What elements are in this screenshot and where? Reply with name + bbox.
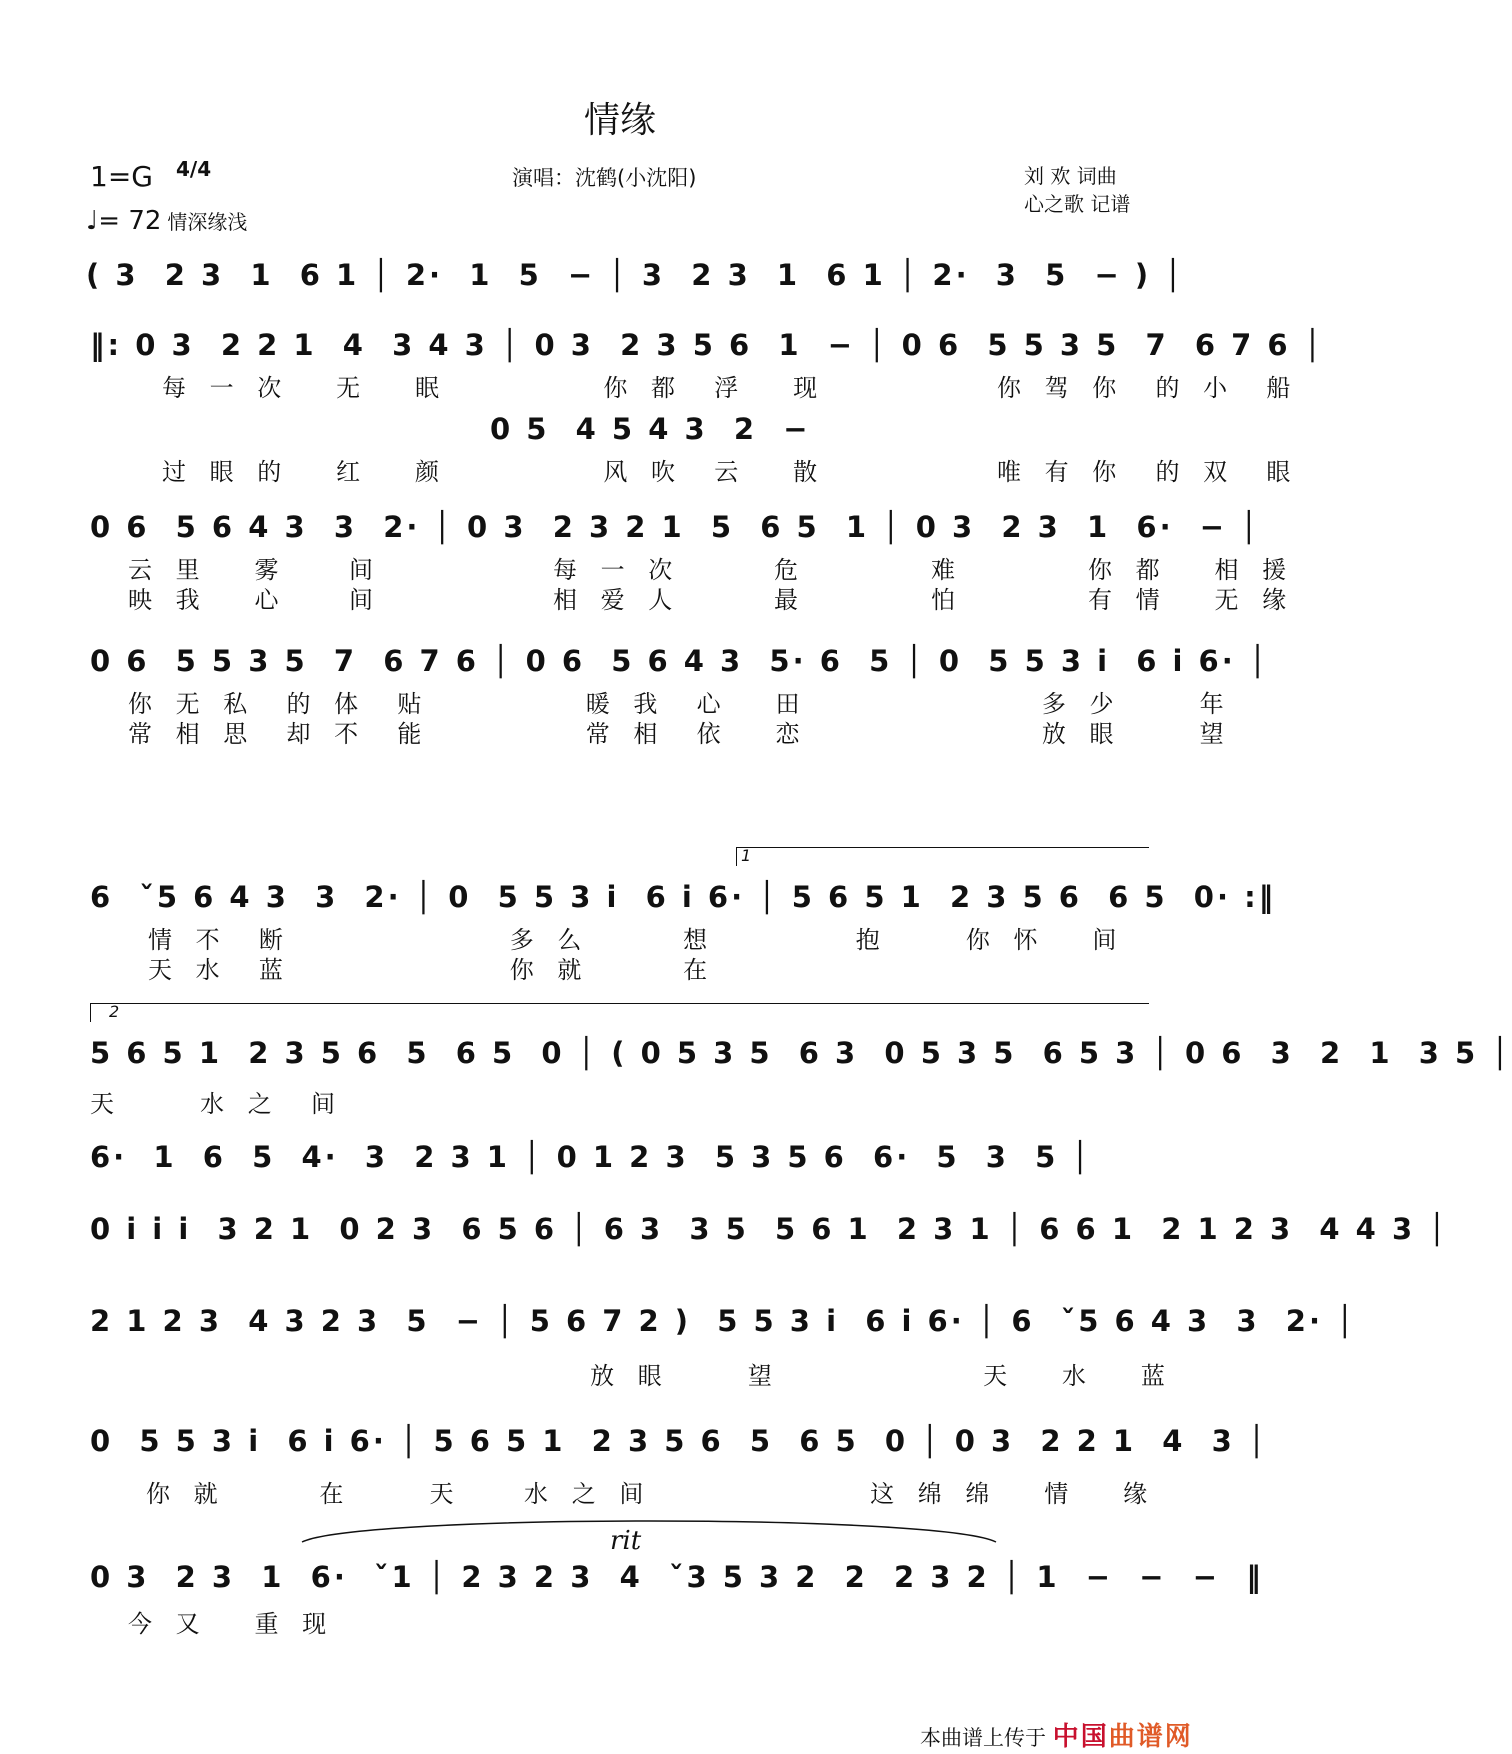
- volta-bracket-1: [736, 847, 1149, 866]
- upload-text: 本曲谱上传于: [920, 1726, 1046, 1750]
- phrase-slur: [300, 1510, 1000, 1550]
- notation-row-2: 0 5 4 5 4 3 2 −: [490, 412, 811, 446]
- notation-row-7: 6· 1 6 5 4· 3 2 3 1 │ 0 1 2 3 5 3 5 6 6· 5 3 5 │: [90, 1140, 1092, 1174]
- lyric-row-3b: 映 我 心 间 相 爱 人 最 怕 有 情 无 缘: [128, 586, 1295, 614]
- lyric-row-5a: 情 不 断 多 么 想 抱 你 怀 间: [148, 926, 1125, 954]
- lyric-row-3a: 云 里 雾 间 每 一 次 危 难 你 都 相 援: [128, 556, 1295, 584]
- notation-row-11: 0 3 2 3 1 6· ˇ1 │ 2 3 2 3 4 ˇ3 5 3 2 2 2 3 2 │ 1 − − − ‖: [90, 1560, 1264, 1594]
- mood-text: 情深缘浅: [167, 210, 248, 234]
- notation-row-1: ‖: 0 3 2 2 1 4 3 4 3 │ 0 3 2 3 5 6 1 − │ 0 6 5 5 3 5 7 6 7 6 │: [90, 328, 1325, 362]
- lyric-row-10a: 你 就 在 天 水 之 间 这 绵 绵 情 缘: [146, 1480, 1156, 1508]
- key-signature: 1=G: [90, 160, 153, 193]
- notation-row-8: 0 i i i 3 2 1 0 2 3 6 5 6 │ 6 3 3 5 5 6 1 2 3 1 │ 6 6 1 2 1 2 3 4 4 3 │: [90, 1212, 1449, 1246]
- site-name-a: 中国: [1052, 1722, 1109, 1752]
- notation-row-9: 2 1 2 3 4 3 2 3 5 − │ 5 6 7 2 ) 5 5 3 i 6 i 6· │ 6 ˇ5 6 4 3 3 2· │: [90, 1304, 1357, 1338]
- notation-row-0: ( 3 2 3 1 6 1 │ 2· 1 5 − │ 3 2 3 1 6 1 │ 2· 3 5 − ) │: [86, 258, 1185, 292]
- lyric-row-4b: 常 相 思 却 不 能 常 相 依 恋 放 眼 望: [128, 720, 1232, 748]
- footer: [920, 1716, 1193, 1753]
- transcriber-credit: 心之歌 记谱: [1024, 192, 1131, 216]
- tempo-marking: [86, 206, 247, 236]
- notation-row-10: 0 5 5 3 i 6 i 6· │ 5 6 5 1 2 3 5 6 5 6 5 0 │ 0 3 2 2 1 4 3 │: [90, 1424, 1269, 1458]
- lyric-row-6a: 天 水 之 间: [90, 1090, 344, 1118]
- lyric-row-9a: 放 眼 望 天 水 蓝: [90, 1362, 1173, 1390]
- notation-row-3: 0 6 5 6 4 3 3 2· │ 0 3 2 3 2 1 5 6 5 1 │ 0 3 2 3 1 6· − │: [90, 510, 1261, 544]
- site-name-b: 曲谱网: [1108, 1722, 1193, 1752]
- notation-row-6: 5 6 5 1 2 3 5 6 5 6 5 0 │ ( 0 5 3 5 6 3 0 5 3 5 6 5 3 │ 0 6 3 2 1 3 5 │: [90, 1036, 1512, 1070]
- lyric-row-2a: 过 眼 的 红 颜 风 吹 云 散 唯 有 你 的 双 眼: [162, 458, 1299, 486]
- lyricist-credit: 刘 欢 词曲: [1024, 164, 1117, 188]
- song-title: 情缘: [583, 100, 656, 141]
- volta-bracket-2: [90, 1003, 1149, 1022]
- time-signature: 4/4: [176, 157, 212, 181]
- volta-number-2: 2: [109, 1002, 120, 1021]
- site-logo[interactable]: [1053, 1722, 1193, 1752]
- lyric-row-11a: 今 又 重 现: [128, 1610, 335, 1638]
- volta-number-1: 1: [741, 846, 752, 865]
- tempo-value: ♩= 72: [86, 206, 162, 236]
- lyric-row-5b: 天 水 蓝 你 就 在: [148, 956, 716, 984]
- singer-credit: 演唱：沈鹤(小沈阳): [512, 166, 697, 190]
- rit-marking: rit: [610, 1526, 642, 1556]
- lyric-row-1a: 每 一 次 无 眠 你 都 浮 现 你 驾 你 的 小 船: [162, 374, 1299, 402]
- notation-row-4: 0 6 5 5 3 5 7 6 7 6 │ 0 6 5 6 4 3 5· 6 5 │ 0 5 5 3 i 6 i 6· │: [90, 644, 1270, 678]
- notation-row-5: 6 ˇ5 6 4 3 3 2· │ 0 5 5 3 i 6 i 6· │ 5 6 5 1 2 3 5 6 6 5 0· :‖: [90, 880, 1277, 914]
- credits: [1024, 162, 1130, 218]
- lyric-row-4a: 你 无 私 的 体 贴 暖 我 心 田 多 少 年: [128, 690, 1232, 718]
